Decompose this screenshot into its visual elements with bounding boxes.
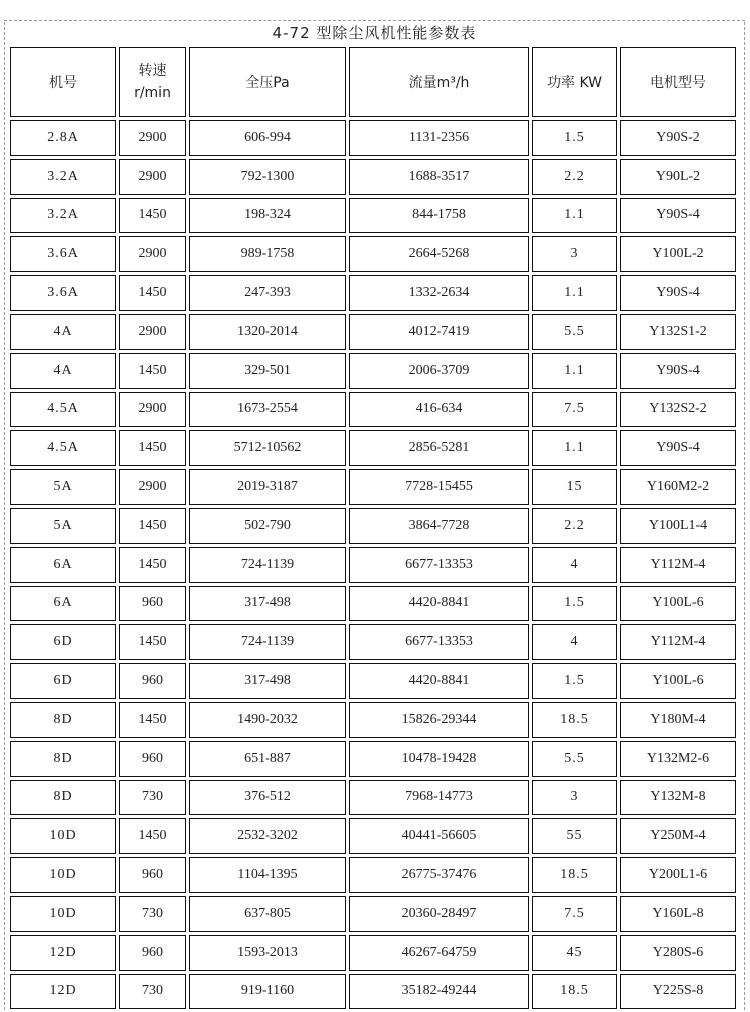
- table-row: [10, 159, 736, 195]
- table-row: [10, 547, 736, 583]
- cell-model: 4A: [10, 314, 116, 350]
- cell-motor: Y160L-8: [620, 896, 736, 932]
- cell-flow: 2856-5281: [349, 430, 529, 466]
- cell-pressure: 317-498: [189, 663, 346, 699]
- header-flow: 流量m³/h: [349, 47, 529, 117]
- cell-motor: Y180M-4: [620, 702, 736, 738]
- cell-speed: 2900: [119, 469, 186, 505]
- table-row: [10, 663, 736, 699]
- cell-motor: Y90S-4: [620, 353, 736, 389]
- cell-speed: 2900: [119, 236, 186, 272]
- cell-pressure: 724-1139: [189, 547, 346, 583]
- cell-model: 8D: [10, 741, 116, 777]
- cell-speed: 1450: [119, 508, 186, 544]
- cell-model: 10D: [10, 818, 116, 854]
- cell-flow: 6677-13353: [349, 547, 529, 583]
- table-row: [10, 974, 736, 1010]
- header-speed-label: 转速: [138, 63, 167, 79]
- cell-speed: 1450: [119, 430, 186, 466]
- cell-flow: 4012-7419: [349, 314, 529, 350]
- header-speed: [119, 47, 186, 117]
- cell-model: 12D: [10, 935, 116, 971]
- cell-speed: 2900: [119, 314, 186, 350]
- cell-pressure: 724-1139: [189, 624, 346, 660]
- cell-model: 6D: [10, 624, 116, 660]
- cell-power: 4: [532, 547, 617, 583]
- cell-power: 7.5: [532, 896, 617, 932]
- cell-speed: 730: [119, 780, 186, 816]
- cell-power: 15: [532, 469, 617, 505]
- cell-flow: 6677-13353: [349, 624, 529, 660]
- cell-pressure: 2019-3187: [189, 469, 346, 505]
- cell-power: 1.1: [532, 198, 617, 234]
- cell-model: 10D: [10, 896, 116, 932]
- cell-flow: 26775-37476: [349, 857, 529, 893]
- cell-model: 4.5A: [10, 430, 116, 466]
- cell-motor: Y100L1-4: [620, 508, 736, 544]
- cell-motor: Y132S1-2: [620, 314, 736, 350]
- table-row: [10, 586, 736, 622]
- cell-power: 18.5: [532, 857, 617, 893]
- cell-power: 1.1: [532, 353, 617, 389]
- cell-model: 6D: [10, 663, 116, 699]
- cell-pressure: 1673-2554: [189, 392, 346, 428]
- cell-model: 3.2A: [10, 198, 116, 234]
- cell-model: 12D: [10, 974, 116, 1010]
- table-row: [10, 198, 736, 234]
- cell-pressure: 637-805: [189, 896, 346, 932]
- cell-motor: Y100L-2: [620, 236, 736, 272]
- cell-motor: Y90S-4: [620, 430, 736, 466]
- cell-model: 8D: [10, 702, 116, 738]
- cell-power: 18.5: [532, 974, 617, 1010]
- cell-flow: 40441-56605: [349, 818, 529, 854]
- cell-power: 1.5: [532, 120, 617, 156]
- cell-pressure: 651-887: [189, 741, 346, 777]
- cell-flow: 416-634: [349, 392, 529, 428]
- table-row: [10, 508, 736, 544]
- cell-model: 5A: [10, 469, 116, 505]
- cell-motor: Y100L-6: [620, 586, 736, 622]
- cell-flow: 4420-8841: [349, 663, 529, 699]
- cell-motor: Y280S-6: [620, 935, 736, 971]
- cell-speed: 2900: [119, 159, 186, 195]
- cell-pressure: 1490-2032: [189, 702, 346, 738]
- cell-flow: 20360-28497: [349, 896, 529, 932]
- cell-motor: Y200L1-6: [620, 857, 736, 893]
- cell-pressure: 1593-2013: [189, 935, 346, 971]
- cell-pressure: 376-512: [189, 780, 346, 816]
- cell-model: 3.2A: [10, 159, 116, 195]
- cell-flow: 35182-49244: [349, 974, 529, 1010]
- cell-model: 4.5A: [10, 392, 116, 428]
- cell-power: 2.2: [532, 508, 617, 544]
- cell-speed: 2900: [119, 120, 186, 156]
- cell-motor: Y112M-4: [620, 547, 736, 583]
- cell-model: 10D: [10, 857, 116, 893]
- cell-power: 4: [532, 624, 617, 660]
- table-row: [10, 896, 736, 932]
- cell-model: 5A: [10, 508, 116, 544]
- table-row: [10, 236, 736, 272]
- cell-pressure: 606-994: [189, 120, 346, 156]
- cell-model: 4A: [10, 353, 116, 389]
- cell-speed: 960: [119, 741, 186, 777]
- cell-flow: 46267-64759: [349, 935, 529, 971]
- cell-pressure: 317-498: [189, 586, 346, 622]
- table-row: [10, 780, 736, 816]
- cell-pressure: 247-393: [189, 275, 346, 311]
- cell-model: 3.6A: [10, 236, 116, 272]
- cell-speed: 1450: [119, 702, 186, 738]
- fan-parameter-table: [7, 44, 739, 1012]
- cell-model: 3.6A: [10, 275, 116, 311]
- cell-power: 1.5: [532, 663, 617, 699]
- table-row: [10, 314, 736, 350]
- cell-model: 6A: [10, 586, 116, 622]
- cell-speed: 730: [119, 974, 186, 1010]
- cell-power: 2.2: [532, 159, 617, 195]
- cell-speed: 1450: [119, 547, 186, 583]
- cell-pressure: 329-501: [189, 353, 346, 389]
- cell-flow: 1688-3517: [349, 159, 529, 195]
- header-row: [10, 47, 736, 117]
- header-motor: 电机型号: [620, 47, 736, 117]
- table-row: [10, 857, 736, 893]
- cell-motor: Y160M2-2: [620, 469, 736, 505]
- cell-motor: Y90S-4: [620, 275, 736, 311]
- table-row: [10, 353, 736, 389]
- cell-motor: Y112M-4: [620, 624, 736, 660]
- cell-flow: 2664-5268: [349, 236, 529, 272]
- cell-flow: 7728-15455: [349, 469, 529, 505]
- cell-pressure: 5712-10562: [189, 430, 346, 466]
- cell-flow: 10478-19428: [349, 741, 529, 777]
- header-pressure: 全压Pa: [189, 47, 346, 117]
- table-row: [10, 430, 736, 466]
- cell-pressure: 1320-2014: [189, 314, 346, 350]
- cell-power: 18.5: [532, 702, 617, 738]
- cell-flow: 7968-14773: [349, 780, 529, 816]
- cell-motor: Y225S-8: [620, 974, 736, 1010]
- cell-pressure: 1104-1395: [189, 857, 346, 893]
- cell-pressure: 502-790: [189, 508, 346, 544]
- cell-motor: Y132S2-2: [620, 392, 736, 428]
- cell-power: 1.1: [532, 430, 617, 466]
- cell-model: 6A: [10, 547, 116, 583]
- cell-power: 5.5: [532, 314, 617, 350]
- cell-power: 55: [532, 818, 617, 854]
- cell-speed: 960: [119, 857, 186, 893]
- cell-speed: 1450: [119, 198, 186, 234]
- cell-motor: Y100L-6: [620, 663, 736, 699]
- cell-speed: 2900: [119, 392, 186, 428]
- cell-power: 3: [532, 236, 617, 272]
- cell-flow: 15826-29344: [349, 702, 529, 738]
- cell-speed: 1450: [119, 624, 186, 660]
- cell-motor: Y132M-8: [620, 780, 736, 816]
- cell-pressure: 919-1160: [189, 974, 346, 1010]
- table-title: 4-72 型除尘风机性能参数表: [4, 20, 745, 44]
- table-row: [10, 120, 736, 156]
- cell-power: 7.5: [532, 392, 617, 428]
- cell-speed: 730: [119, 896, 186, 932]
- header-speed-unit: r/min: [134, 85, 171, 101]
- cell-speed: 1450: [119, 353, 186, 389]
- table-row: [10, 935, 736, 971]
- cell-power: 1.1: [532, 275, 617, 311]
- cell-speed: 1450: [119, 818, 186, 854]
- table-body: [10, 120, 736, 1009]
- cell-flow: 1131-2356: [349, 120, 529, 156]
- cell-pressure: 198-324: [189, 198, 346, 234]
- cell-power: 45: [532, 935, 617, 971]
- table-row: [10, 275, 736, 311]
- table-row: [10, 741, 736, 777]
- cell-model: 8D: [10, 780, 116, 816]
- cell-pressure: 792-1300: [189, 159, 346, 195]
- table-row: [10, 818, 736, 854]
- table-row: [10, 469, 736, 505]
- cell-power: 3: [532, 780, 617, 816]
- cell-pressure: 989-1758: [189, 236, 346, 272]
- header-model: 机号: [10, 47, 116, 117]
- table-row: [10, 392, 736, 428]
- cell-flow: 844-1758: [349, 198, 529, 234]
- table-row: [10, 702, 736, 738]
- cell-flow: 4420-8841: [349, 586, 529, 622]
- cell-speed: 960: [119, 586, 186, 622]
- cell-speed: 960: [119, 935, 186, 971]
- table-row: [10, 624, 736, 660]
- cell-flow: 2006-3709: [349, 353, 529, 389]
- cell-motor: Y90S-4: [620, 198, 736, 234]
- cell-pressure: 2532-3202: [189, 818, 346, 854]
- cell-motor: Y132M2-6: [620, 741, 736, 777]
- cell-motor: Y250M-4: [620, 818, 736, 854]
- cell-motor: Y90S-2: [620, 120, 736, 156]
- cell-power: 5.5: [532, 741, 617, 777]
- header-power: 功率 KW: [532, 47, 617, 117]
- cell-model: 2.8A: [10, 120, 116, 156]
- cell-speed: 1450: [119, 275, 186, 311]
- cell-motor: Y90L-2: [620, 159, 736, 195]
- cell-flow: 3864-7728: [349, 508, 529, 544]
- cell-speed: 960: [119, 663, 186, 699]
- cell-power: 1.5: [532, 586, 617, 622]
- cell-flow: 1332-2634: [349, 275, 529, 311]
